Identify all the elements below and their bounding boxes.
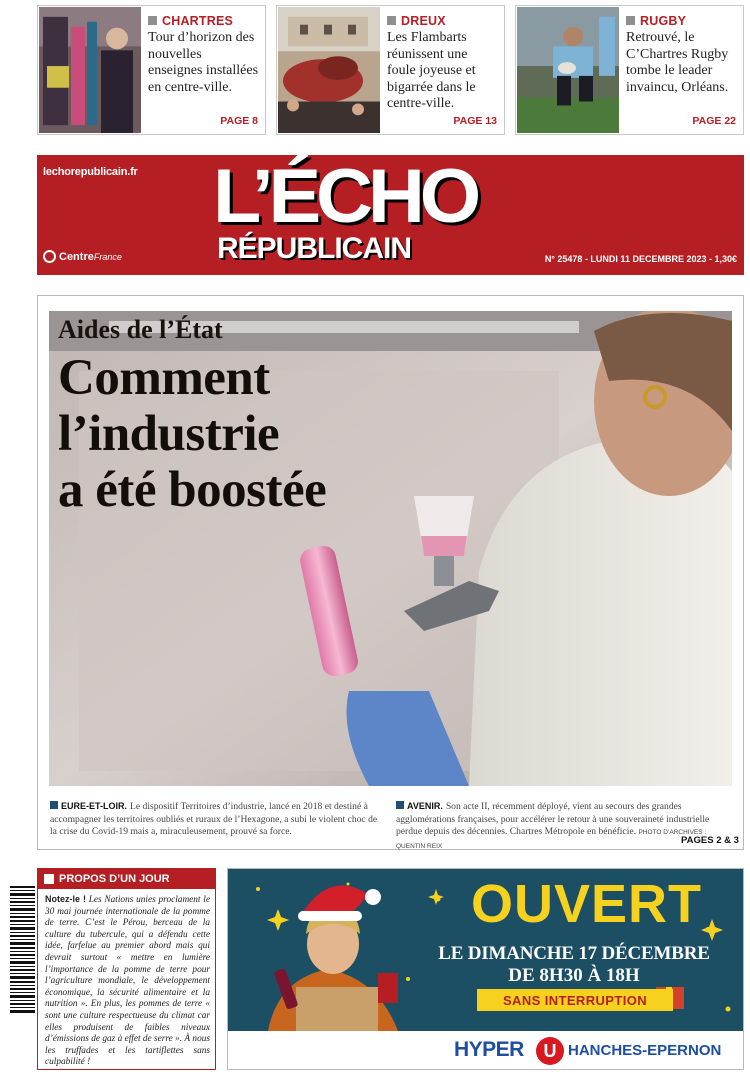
publisher-suffix: France [93, 252, 122, 262]
caption-right [396, 800, 736, 853]
masthead-title: L’ÉCHO [213, 155, 477, 239]
caption-square-icon [396, 801, 404, 809]
headline-line: a été boostée [58, 462, 327, 518]
teaser-page: PAGE 13 [453, 115, 497, 127]
propos-header-label: PROPOS D’UN JOUR [59, 873, 170, 885]
propos-text: Les Nations unies proclament le 30 mai journée internationale de la pomme de terre. C’est le Pérou, berceau de la culture du tubercule, qui a défendu cette idée, farfelue au premier abord mais qui devrait surtout « mettre en lumière l’importance de la pomme de terre pour l’agriculture mondiale, le développement économique, la sécurité alimentaire et la nutrition ». En plus, les pommes de terre « sont une culture respectueuse du climat car elles produisent de faibles niveaux d’émissions de gaz à effet de serre ». À nous les truffades et les tartiflettes sans culpabilité ! [45, 895, 211, 1068]
teaser-category-label: CHARTRES [162, 14, 234, 28]
teaser-category [626, 14, 686, 28]
propos-du-jour [37, 868, 216, 1070]
site-url[interactable]: lechorepublicain.fr [43, 166, 138, 178]
story-headline[interactable] [58, 350, 438, 518]
ad-hours: DE 8H30 À 18H [508, 965, 640, 986]
category-square-icon [148, 16, 157, 25]
barcode [10, 886, 35, 1066]
masthead-subtitle: RÉPUBLICAIN [217, 232, 412, 265]
teaser-page: PAGE 8 [220, 115, 258, 127]
ad-headline: OUVERT [471, 874, 703, 934]
propos-square-icon [44, 874, 54, 884]
ad-brand: HYPER [454, 1038, 524, 1061]
teaser-dreux-photo [278, 7, 380, 133]
caption-left [50, 800, 386, 839]
teaser-category-label: DREUX [401, 14, 446, 28]
category-square-icon [626, 16, 635, 25]
caption-left-label: EURE-ET-LOIR. [61, 801, 128, 811]
teaser-page: PAGE 22 [692, 115, 736, 127]
centrefrance-logo-icon [43, 250, 56, 263]
masthead [37, 155, 744, 275]
story-kicker: Aides de l’État [58, 315, 223, 344]
issue-line: N° 25478 - LUNDI 11 DECEMBRE 2023 - 1,30€ [544, 254, 737, 264]
teaser-rugby-photo [517, 7, 619, 133]
teaser-chartres[interactable] [37, 5, 266, 135]
u-logo-icon: U [536, 1037, 564, 1065]
teaser-category [148, 14, 233, 28]
headline-line: Comment [58, 350, 270, 406]
ad-date: LE DIMANCHE 17 DÉCEMBRE [438, 943, 710, 964]
pages-reference: PAGES 2 & 3 [681, 835, 739, 846]
teaser-text: Tour d’horizon des nouvelles enseignes installées en centre-ville. [148, 30, 259, 95]
teaser-dreux[interactable] [276, 5, 505, 135]
caption-right-text: Son acte II, récemment déployé, vient au secours des grandes agglomérations françaises, pour accélérer le retour à une souveraineté industrielle perdue depuis des décennies. Chartres Métropole en bénéficie. [396, 801, 710, 837]
photo-credit: PHOTO D’ARCHIVES : QUENTIN REIX [396, 829, 707, 850]
teaser-category-label: RUGBY [640, 14, 687, 28]
propos-body [45, 894, 210, 1069]
caption-right-label: AVENIR. [407, 801, 443, 811]
publisher-name: Centre [59, 251, 94, 263]
ad-no-interruption: SANS INTERRUPTION [477, 989, 673, 1011]
ad-store-name: HANCHES-EPERNON [568, 1042, 722, 1059]
category-square-icon [387, 16, 396, 25]
teaser-chartres-photo [39, 7, 141, 133]
propos-header [38, 869, 215, 889]
hyper-u-advertisement[interactable] [227, 868, 744, 1070]
headline-line: l’industrie [58, 406, 280, 462]
teaser-text: Retrouvé, le C’Chartres Rugby tombe le leader invaincu, Orléans. [626, 30, 729, 95]
caption-square-icon [50, 801, 58, 809]
teaser-text: Les Flambarts réunissent une foule joyeuse et bigarrée dans le centre-ville. [387, 30, 476, 111]
caption-left-text: Le dispositif Territoires d’industrie, lancé en 2018 et destiné à accompagner les territoires oubliés et ruraux de l’Hexagone, a subi le violent choc de la crise du Covid-19 mais a, miraculeusement, prouvé sa force. [50, 801, 378, 837]
teaser-rugby[interactable] [515, 5, 744, 135]
propos-lead: Notez-le ! [45, 894, 86, 904]
teaser-category [387, 14, 446, 28]
publisher-logo [43, 250, 122, 263]
